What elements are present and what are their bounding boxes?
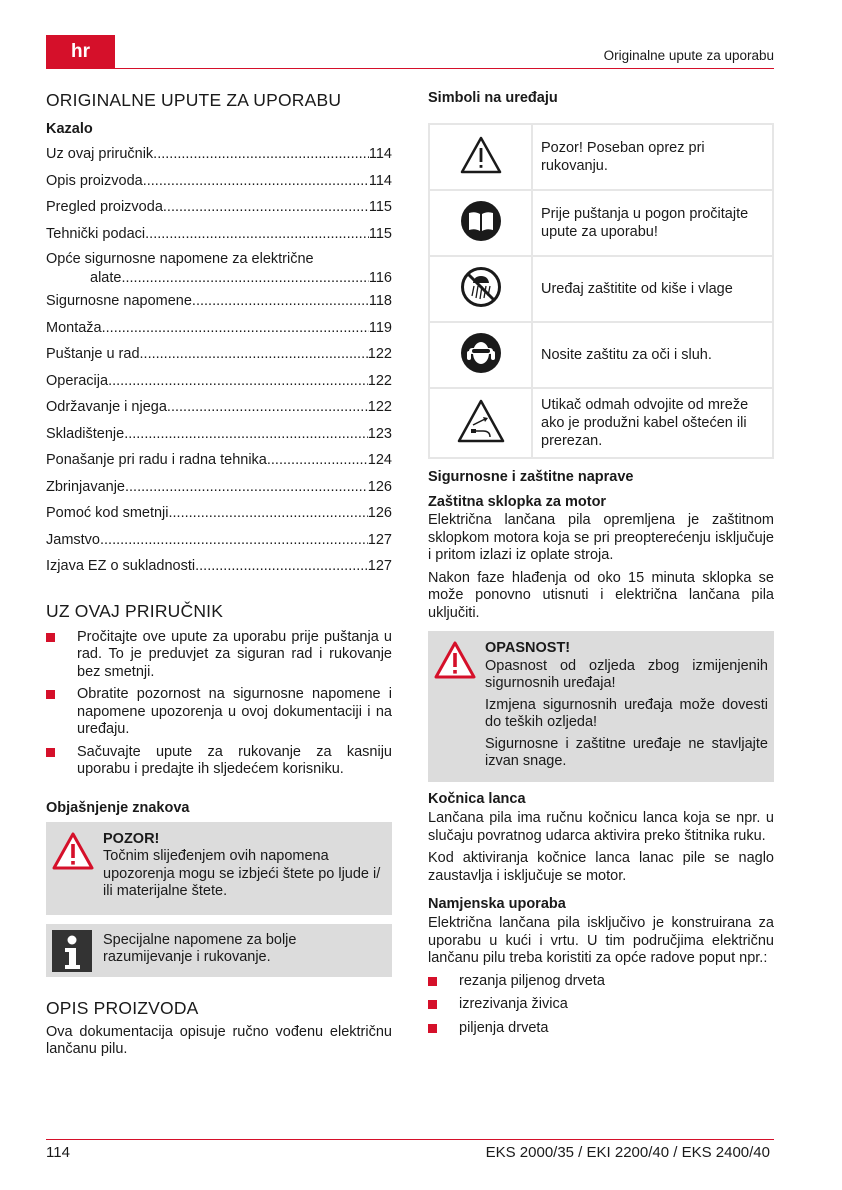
language-tab: hr [46,35,115,68]
toc-entry[interactable]: Uz ovaj priručnik ..... 114 [46,141,392,168]
read-manual-icon [460,200,502,246]
danger-text-2: Izmjena sigurnosnih uređaja može dovesti do teških ozljeda! [485,696,768,730]
left-column [46,90,392,1059]
manual-heading: UZ OVAJ PRIRUČNIK [46,600,224,621]
list-item: izrezivanja živica [428,996,774,1014]
manual-bullet-list [46,629,392,779]
warning-triangle-icon [52,832,94,874]
danger-text: Opasnost od ozljeda zbog izmijenjenih sigurnosnih uređaja! [485,657,768,691]
danger-title: OPASNOST! [485,640,571,656]
toc-entry[interactable]: Montaža ..... 119 [46,315,392,342]
motor-switch-text: Električna lančana pila opremljena je zaštitnom sklopkom motora koja se pri preopterećenju isključuje i pritom izlazi iz oplate stroja. [428,512,774,563]
list-item: Sačuvajte upute za rukovanje za kasniju uporabu i predajte ih sljedećem korisniku. [46,744,392,779]
chain-brake-text: Lančana pila ima ručnu kočnicu lanca koja se npr. u slučaju povratnog udarca aktivira preko štitnika ruku. [428,810,774,844]
table-of-contents [46,141,392,580]
toc-entry[interactable]: Pomoć kod smetnji ..... 126 [46,500,392,527]
symbol-text: Prije puštanja u pogon pročitajte upute za uporabu! [532,190,773,256]
symbols-heading: Simboli na uređaju [428,90,558,106]
toc-entry[interactable]: Skladištenje ..... 123 [46,421,392,448]
warning-triangle-icon [434,641,476,683]
footer-models: EKS 2000/35 / EKI 2200/40 / EKS 2400/40 [485,1144,770,1161]
toc-entry[interactable]: Jamstvo ..... 127 [46,527,392,554]
symbol-cell [429,322,532,388]
table-row [429,124,773,190]
table-row [429,388,773,458]
list-item: rezanja piljenog drveta [428,973,774,991]
header-rule [46,68,774,69]
toc-entry[interactable]: Sigurnosne napomene ..... 118 [46,288,392,315]
product-heading: OPIS PROIZVODA [46,997,199,1018]
page-number: 114 [46,1144,70,1161]
toc-entry[interactable]: Održavanje i njega ..... 122 [46,394,392,421]
header-title: Originalne upute za uporabu [603,48,774,63]
motor-switch-heading: Zaštitna sklopka za motor [428,494,607,510]
chain-brake-text-2: Kod aktiviranja kočnice lanca lanac pile se naglo zaustavlja i isključuje se motor. [428,850,774,884]
table-row [429,256,773,322]
main-title: ORIGINALNE UPUTE ZA UPORABU [46,90,342,110]
toc-entry[interactable]: Operacija ..... 122 [46,368,392,395]
intended-use-text: Električna lančana pila isključivo je konstruirana za uporabu u kući i vrtu. U tim područjima električnu lančanu pilu treba koristiti za opće radove poput npr.: [428,915,774,966]
danger-box [428,631,774,782]
symbol-cell [429,190,532,256]
chain-brake-heading: Kočnica lanca [428,791,526,807]
signs-heading: Objašnjenje znakova [46,799,190,816]
info-icon [52,930,92,972]
safety-heading: Sigurnosne i zaštitne naprave [428,469,634,485]
symbol-text: Uređaj zaštitite od kiše i vlage [532,256,773,322]
caution-title: POZOR! [103,830,160,847]
toc-entry[interactable]: Puštanje u rad ..... 122 [46,341,392,368]
toc-heading: Kazalo [46,121,93,137]
symbol-cell [429,124,532,190]
toc-entry[interactable]: Tehnički podaci ..... 115 [46,221,392,248]
toc-entry[interactable]: Izjava EZ o sukladnosti ..... 127 [46,553,392,580]
toc-entry[interactable]: Zbrinjavanje ..... 126 [46,474,392,501]
toc-entry[interactable]: Ponašanje pri radu i radna tehnika ..... 124 [46,447,392,474]
symbols-table [428,123,774,459]
list-item: Obratite pozornost na sigurnosne napomene i napomene upozorenja u ovoj dokumentaciji i na uređaju. [46,686,392,739]
symbol-cell [429,388,532,458]
caution-text: Točnim slijeđenjem ovih napomena upozorenja mogu se izbjeći štete po ljude i/ ili materijalne štete. [103,848,381,899]
symbol-cell [429,256,532,322]
intended-use-heading: Namjenska uporaba [428,896,566,912]
no-rain-icon [460,266,502,312]
info-text: Specijalne napomene za bolje razumijevanje i rukovanje. [103,931,297,965]
symbol-text: Pozor! Poseban oprez pri rukovanju. [532,124,773,190]
intended-use-list [428,973,774,1038]
toc-entry[interactable]: Opće sigurnosne napomene za električne alate ..... 116 [46,247,392,288]
symbol-text: Utikač odmah odvojite od mreže ako je produžni kabel oštećen ili prerezan. [532,388,773,458]
right-column [428,90,774,1037]
table-row [429,322,773,388]
toc-entry[interactable]: Opis proizvoda ..... 114 [46,168,392,195]
caution-box [46,822,392,915]
info-box [46,924,392,977]
toc-entry[interactable]: Pregled proizvoda ..... 115 [46,194,392,221]
list-item: piljenja drveta [428,1020,774,1038]
list-item: Pročitajte ove upute za uporabu prije puštanja u rad. To je preduvjet za siguran rad i rukovanje bez smetnji. [46,629,392,682]
footer-rule [46,1139,774,1140]
symbol-text: Nosite zaštitu za oči i sluh. [532,322,773,388]
motor-switch-text-2: Nakon faze hlađenja od oko 15 minuta sklopka se može ponovno utisnuti i električna lančana pila uključiti. [428,569,774,621]
table-row [429,190,773,256]
product-text: Ova dokumentacija opisuje ručno vođenu električnu lančanu pilu. [46,1023,392,1057]
unplug-warning-icon [457,399,505,447]
danger-text-3: Sigurnosne i zaštitne uređaje ne stavljajte izvan snage. [485,735,768,769]
eye-ear-protection-icon [460,332,502,378]
warning-triangle-icon [460,136,502,178]
